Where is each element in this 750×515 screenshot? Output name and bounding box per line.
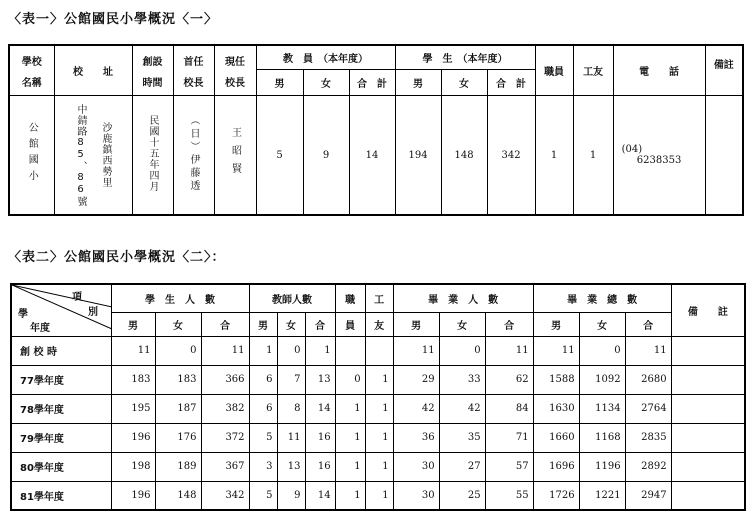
t2-cell-teachers-female: 9 (277, 481, 305, 510)
t2-cell-staff: 1 (335, 394, 365, 423)
t1-worker: 1 (573, 96, 613, 215)
t1-students-total: 342 (487, 96, 535, 215)
table-row (11, 336, 745, 365)
t2-cell-graduates-female: 42 (439, 394, 485, 423)
t2-cell-graduates-male: 36 (393, 423, 439, 452)
t2-cell-teachers-male: 5 (249, 481, 277, 510)
t2-cell-graduates-male: 30 (393, 481, 439, 510)
t2-cell-year: 79學年度 (11, 423, 111, 452)
t2-cell-grad-total-female: 1134 (579, 394, 625, 423)
table-row (11, 423, 745, 452)
t2-cell-graduates-male: 42 (393, 394, 439, 423)
t2-cell-graduates-female: 0 (439, 336, 485, 365)
t1-school-name: 公館國小 (9, 96, 54, 215)
t1-header-phone: 電 話 (613, 45, 705, 96)
t2-sub-graduates-male: 男 (393, 312, 439, 336)
t1-staff: 1 (535, 96, 573, 215)
table-row (11, 481, 745, 510)
t2-cell-grad-total-female: 1168 (579, 423, 625, 452)
t2-cell-students-male: 11 (111, 336, 155, 365)
t2-cell-worker (365, 336, 393, 365)
t2-cell-graduates-female: 25 (439, 481, 485, 510)
t2-header-grad-total: 畢 業 總 數 (533, 284, 671, 312)
t2-header-staff: 職 (335, 284, 365, 312)
t1-remarks (705, 96, 743, 215)
t2-cell-grad-total-total: 2892 (625, 452, 671, 481)
t2-sub-students-female: 女 (155, 312, 201, 336)
t1-teachers-female: 9 (303, 96, 349, 215)
t2-cell-students-total: 382 (201, 394, 249, 423)
t1-students-female: 148 (441, 96, 487, 215)
t2-cell-teachers-male: 6 (249, 394, 277, 423)
t2-cell-grad-total-male: 1588 (533, 365, 579, 394)
t2-cell-graduates-male: 11 (393, 336, 439, 365)
t2-header-remarks: 備 註 (671, 284, 745, 336)
t1-header-first-principal: 首任 校長 (173, 45, 214, 96)
t2-sub-graduates-female: 女 (439, 312, 485, 336)
t2-cell-staff (335, 336, 365, 365)
t2-cell-year: 80學年度 (11, 452, 111, 481)
t2-cell-students-total: 342 (201, 481, 249, 510)
t2-body (11, 336, 745, 510)
t1-header-students-male: 男 (395, 69, 441, 95)
t2-cell-students-male: 195 (111, 394, 155, 423)
table1-title: 〈表一〉公館國民小學概況〈一〉 (8, 12, 219, 27)
table-row (11, 365, 745, 394)
table2-title: 〈表二〉公館國民小學概況〈二〉： (8, 250, 226, 265)
t1-header-address: 校 址 (54, 45, 132, 96)
t2-corner-header: 項 別 學 年度 (11, 284, 111, 336)
t2-cell-teachers-total: 13 (305, 365, 335, 394)
t2-cell-grad-total-female: 1196 (579, 452, 625, 481)
t2-cell-staff: 1 (335, 423, 365, 452)
t2-cell-students-female: 183 (155, 365, 201, 394)
t2-cell-remarks (671, 394, 745, 423)
t2-cell-students-female: 148 (155, 481, 201, 510)
t2-cell-graduates-total: 55 (485, 481, 533, 510)
t2-cell-teachers-male: 6 (249, 365, 277, 394)
t2-cell-graduates-total: 62 (485, 365, 533, 394)
t2-cell-year: 創 校 時 (11, 336, 111, 365)
t2-cell-students-total: 372 (201, 423, 249, 452)
t2-cell-teachers-total: 14 (305, 481, 335, 510)
t2-cell-remarks (671, 365, 745, 394)
t2-sub-teachers-female: 女 (277, 312, 305, 336)
t2-cell-remarks (671, 481, 745, 510)
t2-cell-students-female: 187 (155, 394, 201, 423)
t2-cell-students-male: 196 (111, 423, 155, 452)
t2-cell-grad-total-total: 2947 (625, 481, 671, 510)
t2-cell-students-total: 366 (201, 365, 249, 394)
t2-header-students: 學 生 人 數 (111, 284, 249, 312)
t2-cell-grad-total-total: 2680 (625, 365, 671, 394)
t1-teachers-male: 5 (256, 96, 303, 215)
table-row (11, 394, 745, 423)
t2-sub-graduates-total: 合 (485, 312, 533, 336)
t1-header-teachers-total: 合 計 (349, 69, 395, 95)
t2-cell-students-male: 196 (111, 481, 155, 510)
t2-cell-grad-total-total: 2764 (625, 394, 671, 423)
t2-cell-grad-total-female: 1221 (579, 481, 625, 510)
t2-cell-remarks (671, 452, 745, 481)
t2-header-teachers: 教師人數 (249, 284, 335, 312)
t2-cell-remarks (671, 336, 745, 365)
t1-header-remarks: 備註 (705, 45, 743, 96)
t2-sub-grad-total-male: 男 (533, 312, 579, 336)
t2-cell-graduates-male: 29 (393, 365, 439, 394)
t2-cell-students-male: 183 (111, 365, 155, 394)
table2 (10, 283, 746, 511)
t2-cell-grad-total-female: 1092 (579, 365, 625, 394)
t2-cell-students-female: 189 (155, 452, 201, 481)
t1-founded: 民國十五年四月 (132, 96, 173, 215)
t2-sub-staff: 員 (335, 312, 365, 336)
t2-cell-graduates-total: 57 (485, 452, 533, 481)
t2-cell-graduates-female: 33 (439, 365, 485, 394)
t1-header-staff: 職員 (535, 45, 573, 96)
t1-students-male: 194 (395, 96, 441, 215)
t2-cell-graduates-female: 27 (439, 452, 485, 481)
t2-cell-worker: 1 (365, 365, 393, 394)
t2-cell-teachers-female: 0 (277, 336, 305, 365)
t2-cell-teachers-total: 1 (305, 336, 335, 365)
t2-cell-staff: 1 (335, 481, 365, 510)
t2-cell-graduates-total: 11 (485, 336, 533, 365)
t2-cell-graduates-total: 84 (485, 394, 533, 423)
t2-cell-students-female: 0 (155, 336, 201, 365)
t2-cell-graduates-total: 71 (485, 423, 533, 452)
t2-cell-grad-total-female: 0 (579, 336, 625, 365)
t1-phone: (04) 6238353 (613, 96, 705, 215)
t2-cell-grad-total-total: 2835 (625, 423, 671, 452)
t1-header-founded: 創設 時間 (132, 45, 173, 96)
t1-header-teachers-male: 男 (256, 69, 303, 95)
t2-sub-teachers-total: 合 (305, 312, 335, 336)
t2-cell-grad-total-male: 1696 (533, 452, 579, 481)
t2-sub-students-male: 男 (111, 312, 155, 336)
t2-cell-grad-total-male: 1660 (533, 423, 579, 452)
t2-sub-grad-total-female: 女 (579, 312, 625, 336)
t2-cell-students-total: 11 (201, 336, 249, 365)
t1-header-teachers: 教 員 （本年度） (256, 45, 395, 69)
t1-address: 沙鹿鎮西勢里 中錆路85、86號 (54, 96, 132, 215)
t1-header-current-principal: 現任 校長 (214, 45, 256, 96)
t1-header-students-female: 女 (441, 69, 487, 95)
t1-header-students-total: 合 計 (487, 69, 535, 95)
t2-cell-teachers-female: 8 (277, 394, 305, 423)
t2-cell-grad-total-total: 11 (625, 336, 671, 365)
t2-sub-worker: 友 (365, 312, 393, 336)
t2-cell-teachers-total: 16 (305, 423, 335, 452)
t2-cell-graduates-female: 35 (439, 423, 485, 452)
t2-cell-worker: 1 (365, 394, 393, 423)
t1-header-school-name: 學校 名稱 (9, 45, 54, 96)
t1-header-teachers-female: 女 (303, 69, 349, 95)
t1-header-students: 學 生 （本年度） (395, 45, 535, 69)
t2-cell-teachers-female: 11 (277, 423, 305, 452)
t2-cell-grad-total-male: 1726 (533, 481, 579, 510)
t2-cell-year: 77學年度 (11, 365, 111, 394)
t1-teachers-total: 14 (349, 96, 395, 215)
t2-cell-teachers-male: 3 (249, 452, 277, 481)
table1 (8, 44, 744, 216)
t1-first-principal: （日）伊藤透 (173, 96, 214, 215)
t2-sub-students-total: 合 (201, 312, 249, 336)
t2-cell-students-male: 198 (111, 452, 155, 481)
t2-cell-graduates-male: 30 (393, 452, 439, 481)
t2-sub-teachers-male: 男 (249, 312, 277, 336)
t2-cell-teachers-male: 1 (249, 336, 277, 365)
t2-cell-grad-total-male: 1630 (533, 394, 579, 423)
t2-cell-staff: 1 (335, 452, 365, 481)
t2-cell-staff: 0 (335, 365, 365, 394)
t2-cell-grad-total-male: 11 (533, 336, 579, 365)
t1-current-principal: 王昭賢 (214, 96, 256, 215)
t2-header-graduates: 畢 業 人 數 (393, 284, 533, 312)
t2-cell-worker: 1 (365, 452, 393, 481)
t2-cell-worker: 1 (365, 423, 393, 452)
t2-cell-students-total: 367 (201, 452, 249, 481)
t2-cell-students-female: 176 (155, 423, 201, 452)
t2-cell-year: 81學年度 (11, 481, 111, 510)
t2-cell-year: 78學年度 (11, 394, 111, 423)
t2-cell-teachers-female: 13 (277, 452, 305, 481)
table-row (11, 452, 745, 481)
t2-cell-teachers-female: 7 (277, 365, 305, 394)
t1-header-worker: 工友 (573, 45, 613, 96)
t2-cell-teachers-male: 5 (249, 423, 277, 452)
t2-cell-teachers-total: 14 (305, 394, 335, 423)
t2-header-worker: 工 (365, 284, 393, 312)
t2-sub-grad-total-total: 合 (625, 312, 671, 336)
t2-cell-teachers-total: 16 (305, 452, 335, 481)
t2-cell-worker: 1 (365, 481, 393, 510)
t2-cell-remarks (671, 423, 745, 452)
